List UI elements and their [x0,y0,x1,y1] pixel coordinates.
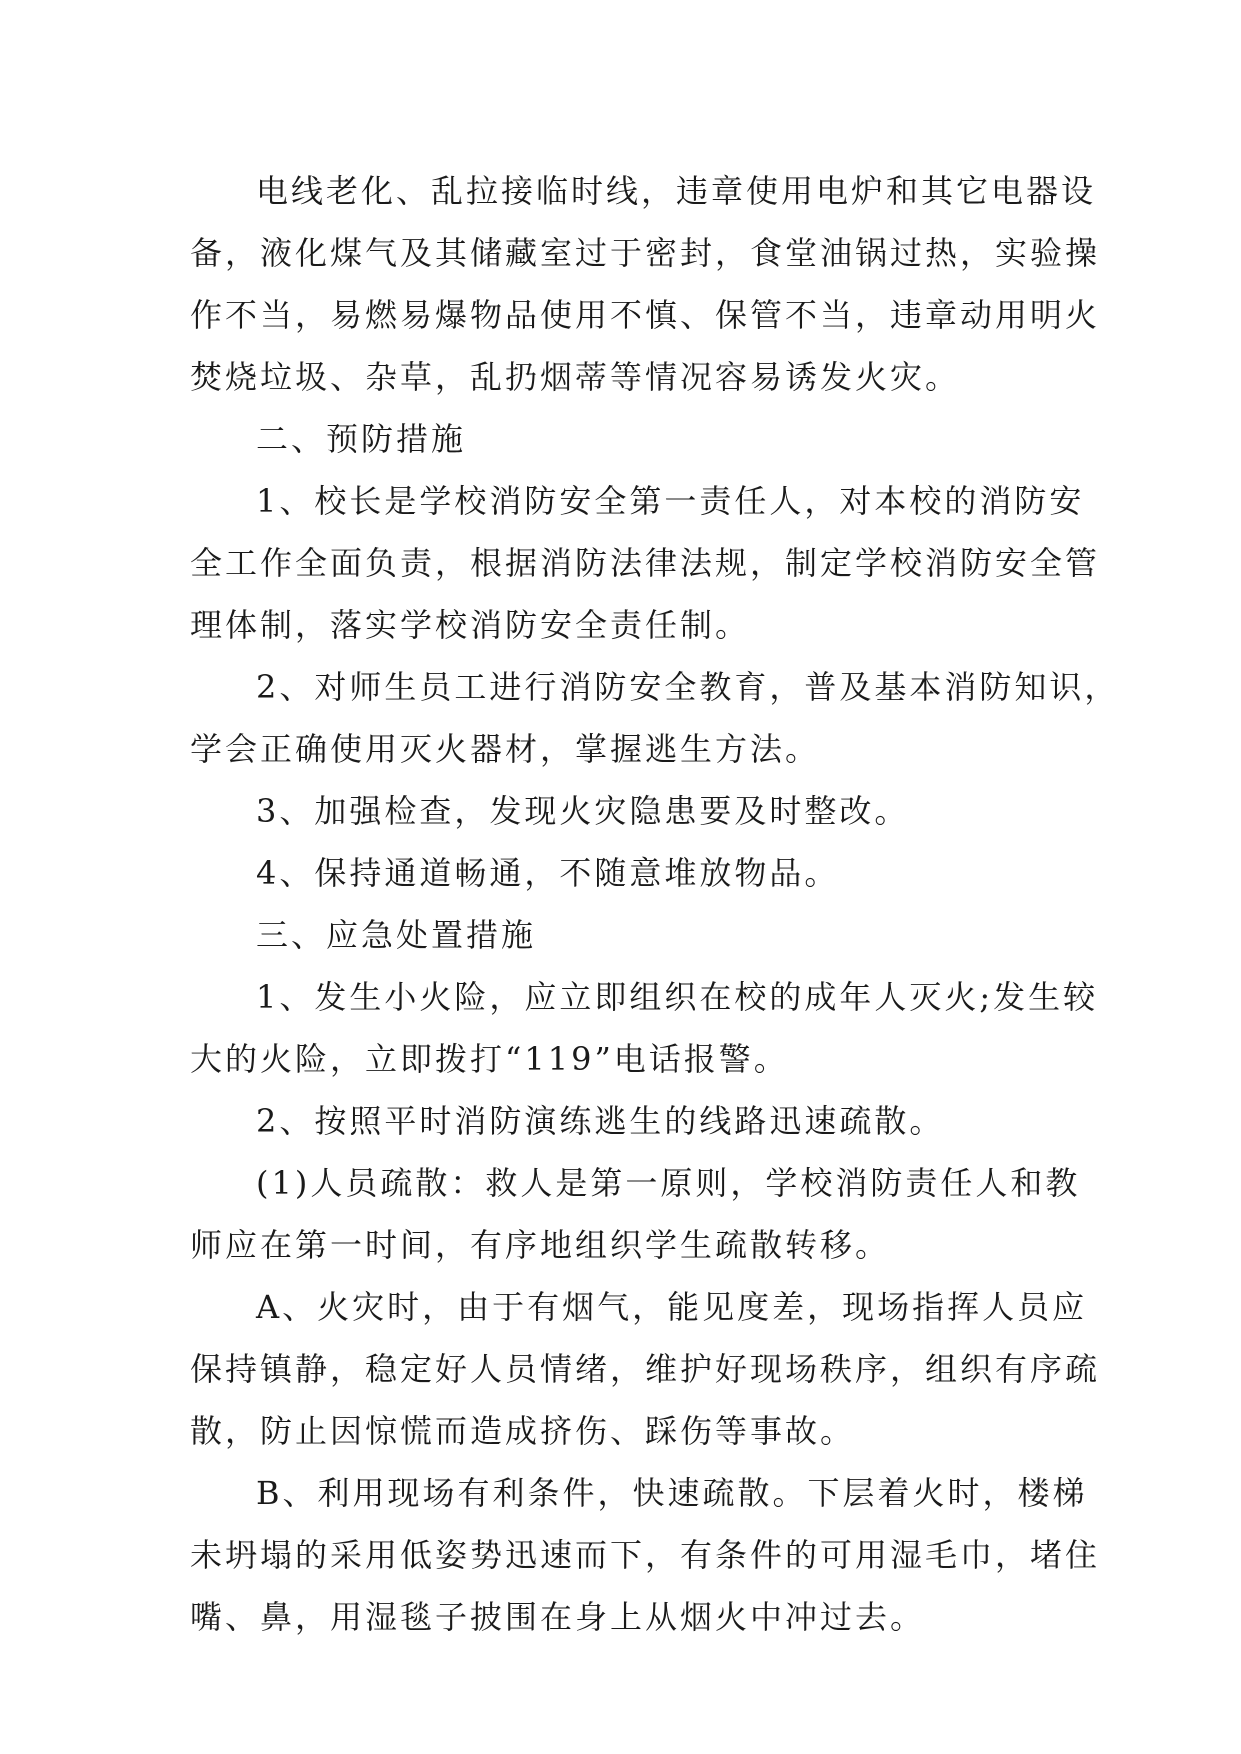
paragraph-line: 散，防止因惊慌而造成挤伤、踩伤等事故。 [190,1412,856,1450]
paragraph-line: 备，液化煤气及其储藏室过于密封，食堂油锅过热，实验操 [190,234,1101,272]
paragraph-line: 1、发生小火险，应立即组织在校的成年人灭火;发生较 [256,978,1099,1016]
paragraph-line: 2、按照平时消防演练逃生的线路迅速疏散。 [256,1102,945,1140]
paragraph-line: A、火灾时，由于有烟气，能见度差，现场指挥人员应 [256,1288,1088,1326]
paragraph-line: 嘴、鼻，用湿毯子披围在身上从烟火中冲过去。 [190,1598,926,1636]
paragraph-line: 未坍塌的采用低姿势迅速而下，有条件的可用湿毛巾，堵住 [190,1536,1101,1574]
paragraph-line: 保持镇静，稳定好人员情绪，维护好现场秩序，组织有序疏 [190,1350,1101,1388]
paragraph-line: B、利用现场有利条件，快速疏散。下层着火时，楼梯 [256,1474,1088,1512]
paragraph-line: 电线老化、乱拉接临时线，违章使用电炉和其它电器设 [256,172,1097,210]
paragraph-line: 2、对师生员工进行消防安全教育，普及基本消防知识， [256,668,1120,706]
paragraph-line: 大的火险，立即拨打“119”电话报警。 [190,1040,789,1078]
document-body [190,160,1120,1648]
paragraph-line: 师应在第一时间，有序地组织学生疏散转移。 [190,1226,891,1264]
paragraph-line: 4、保持通道畅通，不随意堆放物品。 [256,854,840,892]
paragraph-line: 学会正确使用灭火器材，掌握逃生方法。 [190,730,821,768]
paragraph-line: 3、加强检查，发现火灾隐患要及时整改。 [256,792,910,830]
section-heading: 二、预防措施 [256,420,467,458]
paragraph-line: 理体制，落实学校消防安全责任制。 [190,606,751,644]
paragraph-line: 焚烧垃圾、杂草，乱扔烟蒂等情况容易诱发火灾。 [190,358,961,396]
paragraph-line: 全工作全面负责，根据消防法律法规，制定学校消防安全管 [190,544,1101,582]
paragraph-line: 1、校长是学校消防安全第一责任人，对本校的消防安 [256,482,1085,520]
paragraph-line: 作不当，易燃易爆物品使用不慎、保管不当，违章动用明火 [190,296,1101,334]
paragraph-line: (1)人员疏散：救人是第一原则，学校消防责任人和教 [256,1164,1081,1202]
section-heading: 三、应急处置措施 [256,916,537,954]
